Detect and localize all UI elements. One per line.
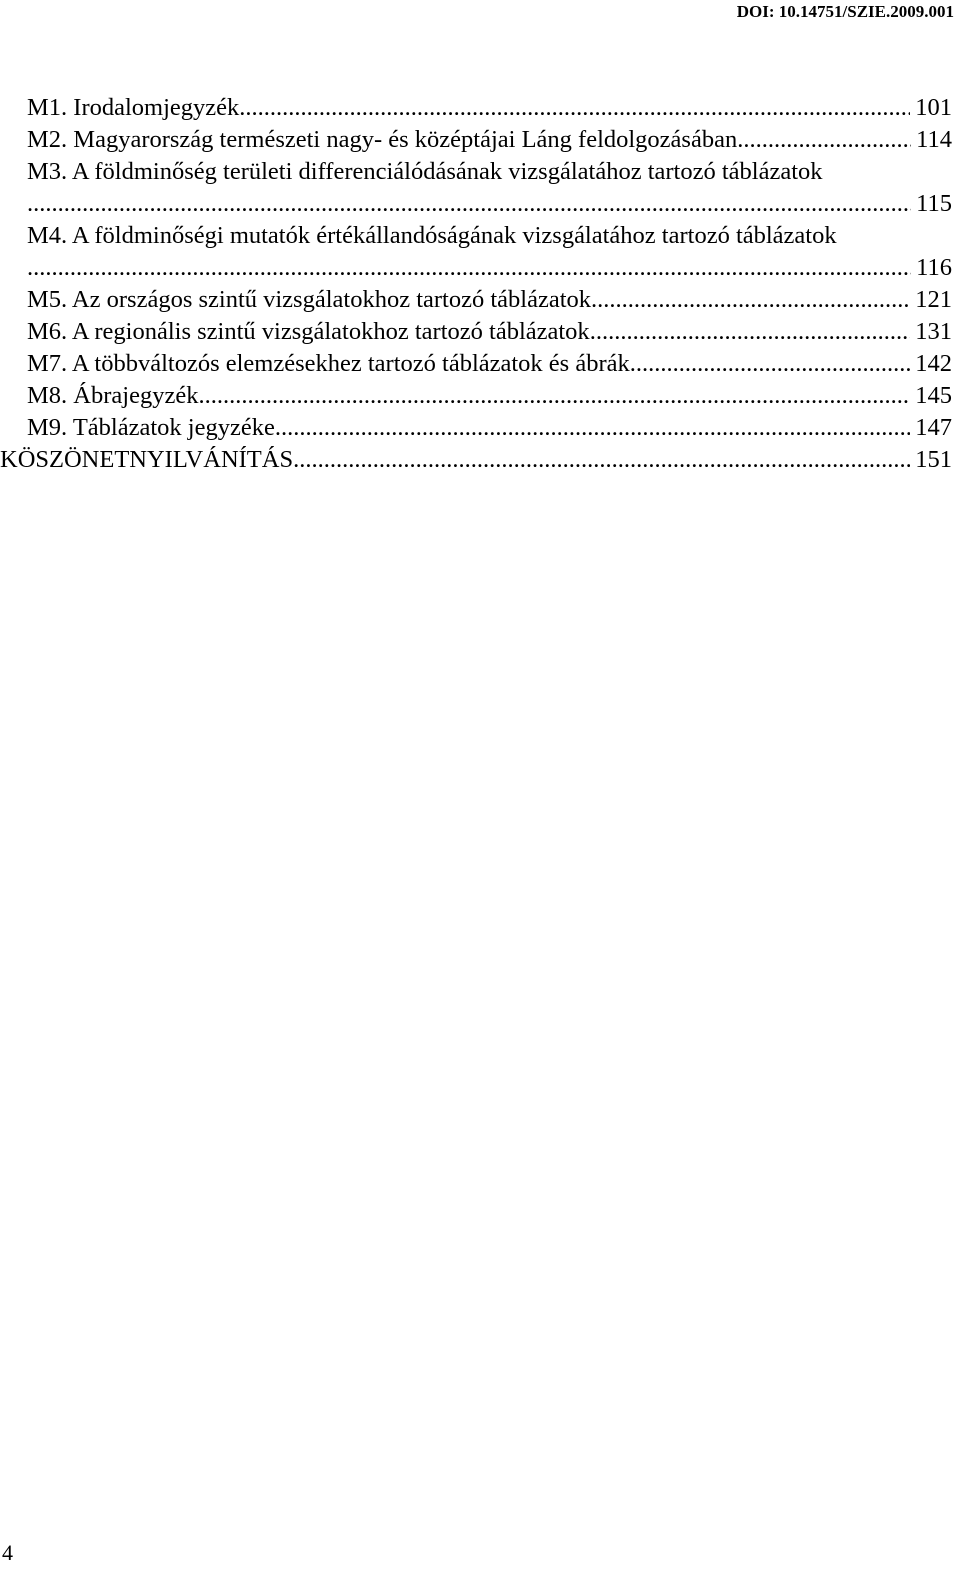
toc-entry-m6[interactable]	[0, 316, 960, 348]
toc-leader	[737, 124, 911, 156]
toc-leader	[27, 252, 911, 284]
toc-entry-title: M3. A földminőség területi differenciálódásának vizsgálatához tartozó táblázatok	[27, 158, 823, 185]
toc-leader	[293, 444, 910, 476]
toc-entry-page: 116	[916, 254, 952, 281]
toc-entry-m7[interactable]	[0, 348, 960, 380]
toc-leader	[630, 348, 910, 380]
toc-entry-m3[interactable]	[0, 156, 960, 188]
toc-entry-page: 121	[915, 286, 952, 313]
toc-entry-page: 151	[915, 446, 952, 473]
toc-leader	[275, 412, 910, 444]
toc-entry-m4[interactable]	[0, 220, 960, 252]
toc-leader	[590, 316, 911, 348]
toc-entry-m4-continuation[interactable]	[0, 252, 960, 284]
toc-entry-m8[interactable]	[0, 380, 960, 412]
toc-leader	[198, 380, 910, 412]
toc-entry-m1[interactable]	[0, 92, 960, 124]
toc-entry-m2[interactable]	[0, 124, 960, 156]
toc-entry-title: M7. A többváltozós elemzésekhez tartozó táblázatok és ábrák	[27, 350, 630, 377]
toc-entry-m3-continuation[interactable]	[0, 188, 960, 220]
toc-entry-page: 142	[915, 350, 952, 377]
toc-entry-title: M6. A regionális szintű vizsgálatokhoz tartozó táblázatok	[27, 318, 590, 345]
toc-entry-acknowledgements[interactable]	[0, 444, 960, 476]
table-of-contents	[0, 92, 960, 476]
toc-entry-page: 131	[915, 318, 952, 345]
toc-entry-page: 145	[915, 382, 952, 409]
toc-entry-page: 114	[916, 126, 952, 153]
toc-entry-title: KÖSZÖNETNYILVÁNÍTÁS	[0, 446, 294, 473]
toc-entry-title: M8. Ábrajegyzék	[27, 382, 199, 409]
page-number: 4	[2, 1540, 13, 1565]
toc-leader	[239, 92, 910, 124]
toc-entry-title: M5. Az országos szintű vizsgálatokhoz tartozó táblázatok	[27, 286, 592, 313]
toc-entry-title: M1. Irodalomjegyzék	[27, 94, 240, 121]
toc-entry-page: 115	[916, 190, 952, 217]
toc-entry-title: M2. Magyarország természeti nagy- és középtájai Láng feldolgozásában	[27, 126, 738, 153]
toc-entry-page: 147	[915, 414, 952, 441]
doi-header: DOI: 10.14751/SZIE.2009.001	[736, 2, 954, 21]
toc-entry-page: 101	[915, 94, 952, 121]
toc-leader	[591, 284, 910, 316]
toc-entry-title: M4. A földminőségi mutatók értékállandóságának vizsgálatához tartozó táblázatok	[27, 222, 837, 249]
toc-entry-m5[interactable]	[0, 284, 960, 316]
toc-entry-m9[interactable]	[0, 412, 960, 444]
toc-entry-title: M9. Táblázatok jegyzéke	[27, 414, 275, 441]
toc-leader	[27, 188, 911, 220]
